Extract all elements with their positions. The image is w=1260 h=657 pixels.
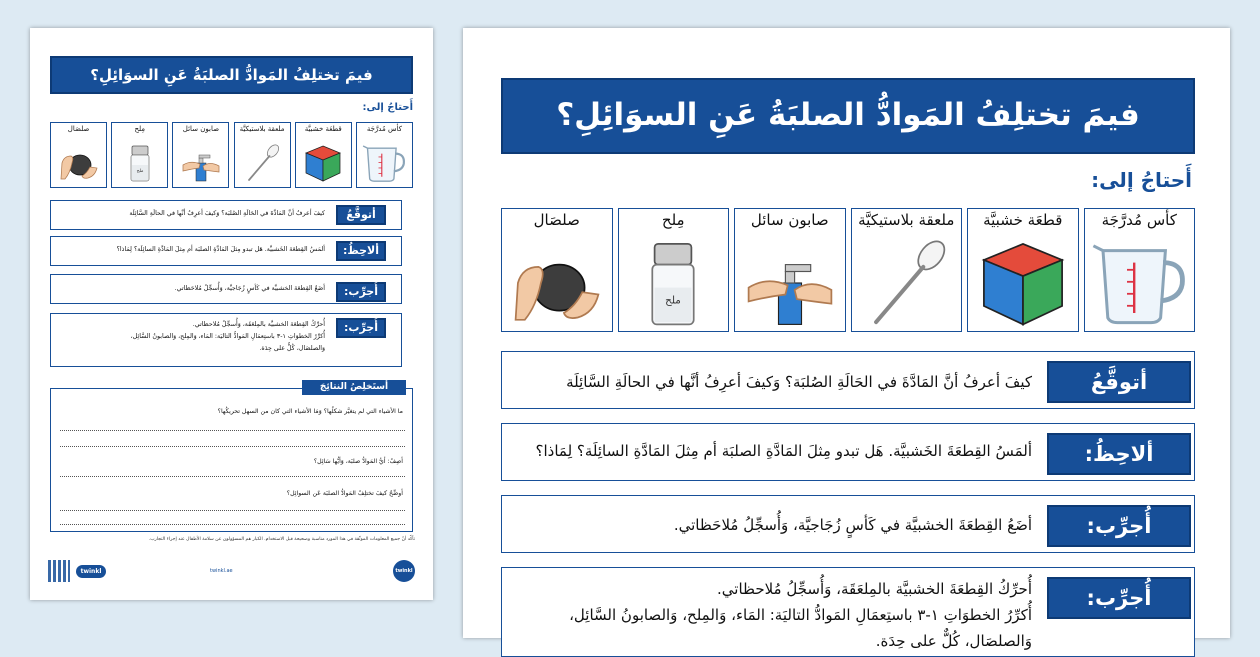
plastic-spoon-icon (235, 143, 290, 183)
step-text: أضَعُ القِطعَةَ الخشبيَّة في كَأسٍ زُجَاجيَّة، وَأُسجِّلُ مُلاحَظاتي. (174, 285, 325, 292)
answer-line (60, 430, 405, 431)
material-label: ملعقة بلاستيكيَّة (239, 125, 285, 133)
measuring-cup-icon (1085, 237, 1195, 329)
answer-line (60, 510, 405, 511)
material-card (234, 122, 291, 188)
worksheet-thumbnail (30, 28, 433, 600)
material-card (50, 122, 107, 188)
svg-text:ملح: ملح (136, 169, 144, 174)
answer-line (60, 476, 405, 477)
measuring-cup-icon (357, 143, 412, 183)
step-text: أضَعُ القِطعَةَ الخشبيَّة في كَأسٍ زُجَاجيَّة، وَأُسجِّلُ مُلاحَظاتي. (673, 516, 1032, 534)
conclusion-question-1: ما الأشياء التي لم يتغيَّر شكلُها؟ وَمَا الأشياء التي كان من السهل تحريكُها؟ (217, 408, 403, 415)
salt-shaker-icon (619, 237, 729, 329)
conclusions-tag: أستَخلِصُ النتائِجَ (302, 380, 406, 395)
step-text: وَالصلصَال، كُلٌّ على حِدَة. (875, 632, 1032, 650)
material-label: قطعَة خشبيَّة (304, 125, 342, 133)
material-label: صابون سائل (182, 125, 220, 133)
step-tag: أتوقَّعُ (336, 205, 386, 225)
step-tag: ألاحِظُ: (1047, 433, 1191, 475)
step-text: أُحرِّكُ القِطعَةَ الخشبيَّة بالمِلعَقَة، وَأُسجِّلُ مُلاحظاتي. (192, 321, 325, 328)
step-tag: ألاحِظُ: (336, 241, 386, 261)
step-tag: أُجرِّب: (336, 282, 386, 302)
step-tag: أتوقَّعُ (1047, 361, 1191, 403)
material-label: كأس مُدرَّجَة (1101, 211, 1177, 229)
svg-text:ملح: ملح (665, 294, 682, 307)
material-card (356, 122, 413, 188)
step-text: أُحرِّكُ القِطعَةَ الخشبيَّة بالمِلعَقَة، وَأُسجِّلُ مُلاحظاتي. (717, 580, 1032, 598)
qr-code-icon (48, 560, 70, 582)
material-label: مِلح (134, 125, 146, 133)
step-text: كيفَ أعرفُ أنَّ المَادَّةَ في الحَالَةِ الصُلبَة؟ وَكيفَ أعرِفُ أنَّها في الحالَةِ السَّائِلَة (566, 373, 1032, 391)
step-text: كيفَ أعرفُ أنَّ المَادَّةَ في الحَالَةِ الصُلبَة؟ وَكيفَ أعرِفُ أنَّها في الحالَةِ السَّائِلَة (129, 210, 325, 217)
plastic-spoon-icon (852, 237, 962, 329)
needs-label: أَحتاجُ إلى: (362, 102, 413, 113)
wooden-cube-icon (296, 143, 351, 183)
step-tag: أُجرِّب: (1047, 505, 1191, 547)
clay-icon (51, 143, 106, 183)
footer-url: twinkl.ae (210, 568, 233, 574)
material-card (111, 122, 168, 188)
conclusion-question-2: أصِفُ: أيُّ المَوادُّ صلبَة، وَأيُّها سَائِل؟ (313, 458, 403, 465)
footer-disclaimer: تأكّد أنّ جميع المعلومات الموثّقة في هذا المورد مناسبة وصحيحة قبل الاستخدام. الكبار هم المسؤولون عن سلامة الأطفال عند إجراء التجارب. (148, 537, 415, 542)
material-card (501, 208, 613, 332)
material-label: صلصَال (533, 211, 580, 229)
step-text: ألمَسُ القِطعَةَ الخَشبيَّة. هَل تبدو مِثلَ المَادَّةِ الصلبَة أم مِثلَ المَادَّةِ السائِلَة؟ لِمَاذا؟ (116, 246, 325, 253)
material-label: ملعقة بلاستيكيَّة (858, 211, 955, 229)
step-text: أُكرِّرُ الخطوَاتِ ١-٣ باستِعمَالِ المَوادُّ التاليَة: المَاء، وَالمِلح، وَالصابونُ السَّائِل، (569, 606, 1032, 624)
answer-line (60, 446, 405, 447)
material-label: صابون سائل (750, 211, 829, 229)
twinkl-logo-right: twinkl (393, 560, 415, 582)
material-card (618, 208, 730, 332)
needs-label-large: أَحتاجُ إلى: (1091, 168, 1192, 192)
worksheet-zoomed (463, 28, 1230, 650)
material-card (295, 122, 352, 188)
material-card (734, 208, 846, 332)
liquid-soap-icon (735, 237, 845, 329)
twinkl-logo: twinkl (76, 565, 106, 578)
material-card (1084, 208, 1196, 332)
clay-icon (502, 237, 612, 329)
liquid-soap-icon (173, 143, 228, 183)
material-card (851, 208, 963, 332)
material-label: قطعَة خشبيَّة (983, 211, 1063, 229)
step-text: وَالصلصَال، كُلٌّ على حِدَة. (259, 345, 325, 352)
material-card (967, 208, 1079, 332)
conclusion-question-3: أوضِّحُ كيفَ تختلِفُ المَوادُّ الصلبَة عَن السوائِل؟ (286, 490, 403, 497)
salt-shaker-icon (112, 143, 167, 183)
material-label: مِلح (661, 211, 685, 229)
step-tag: أُجرِّب: (336, 318, 386, 338)
material-label: كأس مُدرَّجَة (366, 125, 402, 133)
step-text: ألمَسُ القِطعَةَ الخَشبيَّة. هَل تبدو مِثلَ المَادَّةِ الصلبَة أم مِثلَ المَادَّةِ السائِلَة؟ لِمَاذا؟ (535, 442, 1032, 460)
step-text: أُكرِّرُ الخطوَاتِ ١-٣ باستِعمَالِ المَوادُّ التاليَة: المَاء، وَالمِلح، وَالصابونُ السَّائِل، (130, 333, 325, 340)
page-title: فيمَ تختلِفُ المَوادُّ الصلبَةُ عَنِ السوَائِلِ؟ (50, 56, 413, 94)
wooden-cube-icon (968, 237, 1078, 329)
material-label: صلصَال (67, 125, 90, 133)
step-tag: أُجرِّب: (1047, 577, 1191, 619)
page-title-large: فيمَ تختلِفُ المَوادُّ الصلبَةُ عَنِ السوَائِلِ؟ (501, 78, 1195, 154)
answer-line (60, 524, 405, 525)
material-card (172, 122, 229, 188)
